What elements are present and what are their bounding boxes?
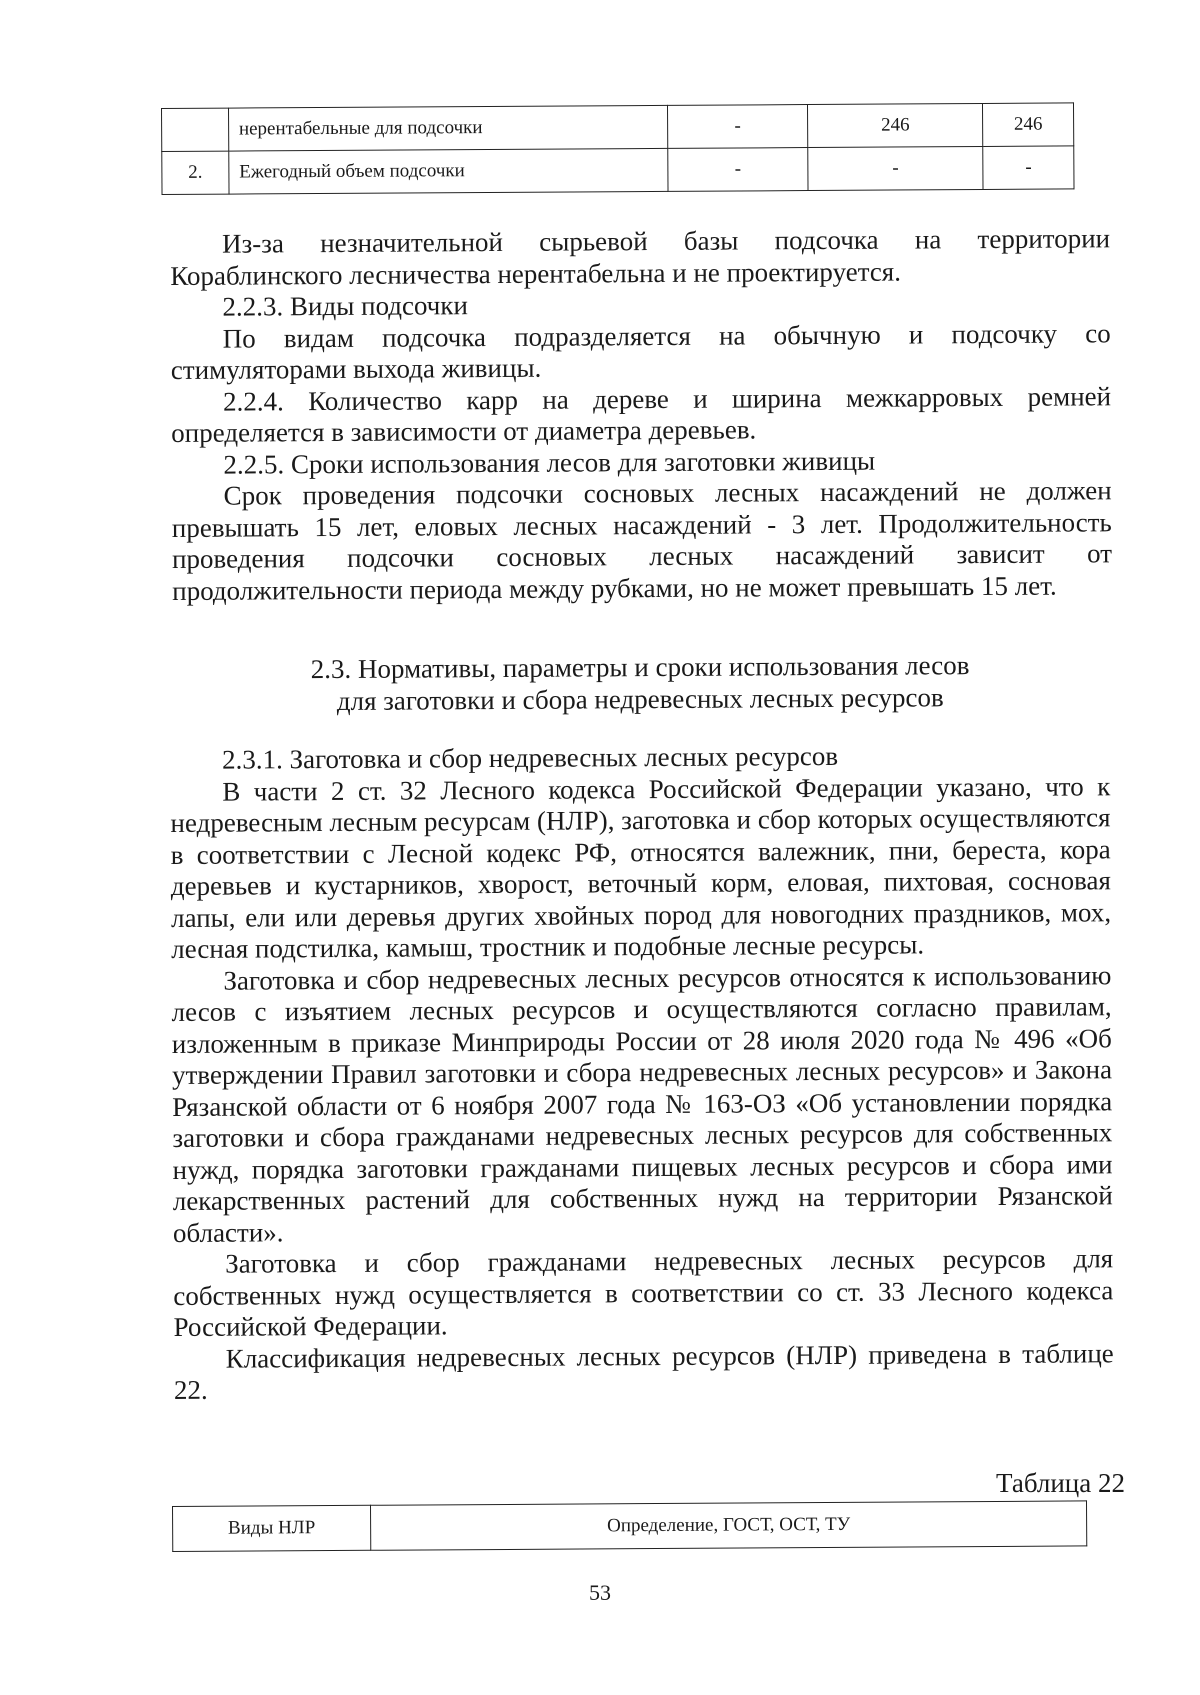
- row-value-3: -: [983, 146, 1074, 190]
- row-value-1: -: [667, 105, 807, 149]
- section-2-3-title: [170, 649, 1110, 718]
- column-header-types: Виды НЛР: [173, 1505, 371, 1551]
- row-value-2: -: [808, 146, 983, 190]
- row-name: Ежегодный объем подсочки: [229, 148, 668, 194]
- row-value-1: -: [668, 148, 808, 192]
- heading-2-2-3: 2.2.3. Виды подсочки: [222, 290, 469, 322]
- row-value-3: 246: [983, 103, 1074, 147]
- paragraph-tapping-terms: Срок проведения подсочки сосновых лесных насаждений не должен превышать 15 лет, еловых лесных насаждений - 3 лет. Продолжительность проведения подсочки сосновых лесных насаждений зависит от продолжительности периода между рубками, но не может превышать 15 лет.: [171, 475, 1113, 606]
- paragraph-resin-base: Из-за незначительной сырьевой базы подсочка на территории Кораблинского лесничества нерентабельна и не проектируется.: [170, 223, 1111, 291]
- heading-2-3-1: 2.3.1. Заготовка и сбор недревесных лесных ресурсов: [221, 740, 839, 775]
- paragraph-tapping-types: По видам подсочка подразделяется на обычную и подсочку со стимуляторами выхода живицы.: [170, 317, 1111, 385]
- section-title-line-2: для заготовки и сбора недревесных лесных ресурсов: [336, 681, 944, 716]
- section-title-line-1: 2.3. Нормативы, параметры и сроки использования лесов: [310, 650, 970, 685]
- column-header-definition: Определение, ГОСТ, ОСТ, ТУ: [370, 1501, 1086, 1550]
- paragraph-2-2-4: 2.2.4. Количество карр на дереве и ширина межкарровых ремней определяется в зависимости от диаметра деревьев.: [171, 380, 1112, 448]
- heading-2-2-5: 2.2.5. Сроки использования лесов для заготовки живицы: [223, 445, 876, 480]
- paragraph-own-needs: Заготовка и сбор гражданами недревесных лесных ресурсов для собственных нужд осуществляется в соответствии со ст. 33 Лесного кодекса Российской Федерации.: [173, 1243, 1114, 1342]
- table-22-caption: Таблица 22: [996, 1468, 1125, 1498]
- row-number: [162, 108, 229, 151]
- paragraph-harvest-rules: Заготовка и сбор недревесных лесных ресурсов относятся к использованию лесов с изъятием лесных ресурсов и осуществляются согласно правилам, изложенным в приказе Минприроды России от 28 июля 2020 года № 496 «Об утверждении Правил заготовки и сбора недревесных лесных ресурсов» и Закона Рязанской области от 6 ноября 2007 года № 163-ОЗ «Об установлении порядка заготовки и сбора гражданами недревесных лесных ресурсов для собственных нужд, порядка заготовки гражданами пищевых лесных ресурсов и сбора ими лекарственных растений для собственных нужд на территории Рязанской области».: [171, 959, 1113, 1248]
- table-22-header: [172, 1500, 1087, 1552]
- paragraph-forest-code: В части 2 ст. 32 Лесного кодекса Российской Федерации указано, что к недревесным лесным ресурсам (НЛР), заготовка и сбор которых осуществляются в соответствии с Лесной кодекс РФ, относятся валежник, пни, береста, кора деревьев и кустарников, хворост, веточный корм, еловая, пихтовая, сосновая лапы, ели или деревья других хвойных пород для новогодних праздников, мох, лесная подстилка, камыш, тростник и подобные лесные ресурсы.: [170, 770, 1112, 964]
- tapping-section-text: [170, 223, 1112, 607]
- table-21-continuation: [161, 102, 1075, 195]
- row-name: нерентабельные для подсочки: [228, 105, 667, 151]
- table-row: [162, 146, 1074, 195]
- table-row: [173, 1501, 1087, 1552]
- row-value-2: 246: [808, 103, 983, 147]
- paragraph-classification: Классификация недревесных лесных ресурсов (НЛР) приведена в таблице 22.: [173, 1337, 1114, 1405]
- page-number: 53: [589, 1580, 611, 1605]
- row-number: 2.: [162, 151, 229, 194]
- non-timber-section-text: [170, 739, 1114, 1406]
- table-row: [162, 103, 1074, 152]
